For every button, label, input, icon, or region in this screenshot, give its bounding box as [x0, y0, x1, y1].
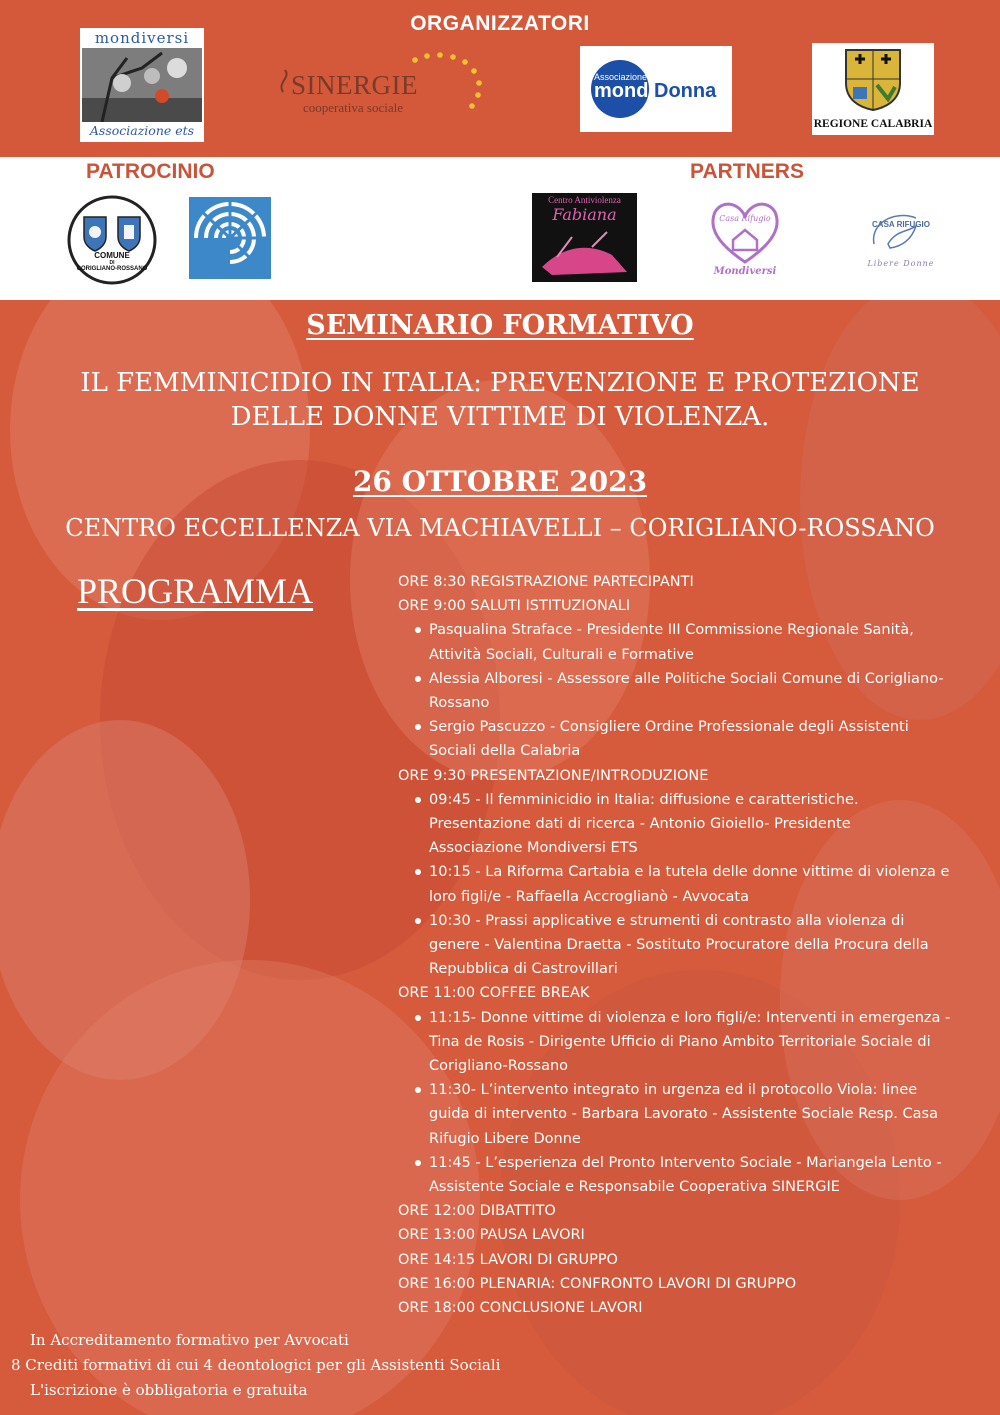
- seminar-subtitle-line2: DELLE DONNE VITTIME DI VIOLENZA.: [230, 402, 770, 432]
- program-item-line: Sociali della Calabria: [429, 743, 581, 760]
- program-item-line: Sergio Pascuzzo - Consigliere Ordine Professionale degli Assistenti: [429, 719, 909, 736]
- program-sublist: [398, 1006, 958, 1200]
- mondidonna-logo: [580, 46, 732, 132]
- red-shoes-icon: [532, 227, 637, 282]
- footer-registration: L'iscrizione è obbligatoria e gratuita: [30, 1381, 308, 1399]
- sinergie-logo-name: SINERGIE: [291, 70, 418, 100]
- organizers-heading: ORGANIZZATORI: [410, 12, 590, 35]
- partners-heading: PARTNERS: [690, 160, 804, 183]
- program-item-line: Presentazione dati di ricerca - Antonio Gioiello- Presidente: [429, 816, 851, 833]
- mondiversi-logo: [80, 28, 204, 142]
- seminar-subtitle: [0, 366, 1000, 434]
- program-item-line: Rossano: [429, 695, 490, 712]
- program-time-entry: ORE 16:00 PLENARIA: CONFRONTO LAVORI DI GRUPPO: [398, 1275, 797, 1292]
- program-item: [398, 1151, 958, 1199]
- program-item-line: Associazione Mondiversi ETS: [429, 840, 638, 857]
- program-item-line: Alessia Alboresi - Assessore alle Politiche Sociali Comune di Corigliano-: [429, 670, 944, 687]
- seminar-title: SEMINARIO FORMATIVO: [306, 310, 694, 341]
- program-item: [398, 618, 958, 666]
- event-date: 26 OTTOBRE 2023: [352, 465, 648, 498]
- program-time-entry: ORE 11:00 COFFEE BREAK: [398, 985, 590, 1002]
- patrocinio-heading: PATROCINIO: [86, 160, 215, 183]
- casa-rifugio-mondiversi-line2: Mondiversi: [713, 266, 777, 277]
- program-item: [398, 1006, 958, 1079]
- program-item-line: 09:45 - Il femminicidio in Italia: diffusione e caratteristiche.: [429, 791, 859, 808]
- comune-logo-line1: COMUNE: [94, 251, 130, 260]
- regione-calabria-logo: [812, 43, 934, 135]
- program-item-line: Corigliano-Rossano: [429, 1058, 569, 1075]
- regione-calabria-logo-name: REGIONE CALABRIA: [813, 118, 933, 130]
- program-item: [398, 909, 958, 982]
- shell-spiral-icon: [189, 197, 271, 279]
- heart-house-icon: [705, 196, 785, 266]
- program-item-line: Rifugio Libere Donne: [429, 1130, 581, 1147]
- program-item-line: Attività Sociali, Culturali e Formative: [429, 646, 694, 663]
- program-sublist: [398, 618, 958, 763]
- program-item-line: Assistente Sociale e Responsabile Cooperativa SINERGIE: [429, 1179, 840, 1196]
- program-item-line: 10:30 - Prassi applicative e strumenti di contrasto alla violenza di: [429, 912, 905, 929]
- event-venue: CENTRO ECCELLENZA VIA MACHIAVELLI – CORIGLIANO-ROSSANO: [65, 514, 935, 542]
- program-item-line: 10:15 - La Riforma Cartabia e la tutela delle donne vittime di violenza e: [429, 864, 950, 881]
- mondidonna-logo-name-part1: mondi: [594, 80, 654, 102]
- mondidonna-logo-small: Associazione: [594, 72, 648, 82]
- program-time-entry: ORE 13:00 PAUSA LAVORI: [398, 1227, 585, 1244]
- program-item: [398, 667, 958, 715]
- program-item: [398, 715, 958, 763]
- comune-logo-line2: DI: [109, 260, 115, 266]
- program-item-line: genere - Valentina Draetta - Sostituto Procuratore della Procura della: [429, 937, 929, 954]
- program-item-line: Tina de Rosis - Dirigente Ufficio di Piano Ambito Territoriale Sociale di: [429, 1033, 931, 1050]
- fabiana-logo-line2: Fabiana: [552, 205, 617, 224]
- casa-rifugio-libere-donne-logo: [856, 204, 946, 276]
- mondiversi-logo-name: mondiversi: [94, 29, 190, 47]
- mondidonna-logo-name-part2: Donna: [654, 80, 717, 102]
- program-item: [398, 1078, 958, 1151]
- comune-corigliano-rossano-logo: [66, 195, 158, 285]
- program-time-entry: ORE 9:00 SALUTI ISTITUZIONALI: [398, 598, 631, 615]
- shell-spiral-logo: [189, 197, 271, 279]
- regione-crest-icon: [843, 47, 903, 111]
- program-item: [398, 860, 958, 908]
- program-time-entry: ORE 18:00 CONCLUSIONE LAVORI: [398, 1300, 643, 1317]
- program-item-line: 11:30- L’intervento integrato in urgenza ed il protocollo Viola: linee: [429, 1082, 918, 1099]
- program-item-line: Pasqualina Straface - Presidente III Commissione Regionale Sanità,: [429, 622, 914, 639]
- program-sublist: [398, 788, 958, 982]
- centro-antiviolenza-fabiana-logo: [532, 193, 637, 282]
- casa-rifugio-mondiversi-line1: Casa Rifugio: [719, 214, 771, 223]
- programma-heading: PROGRAMMA: [77, 571, 314, 611]
- apple-tree-photo-icon: [82, 48, 202, 122]
- program-time-entry: ORE 9:30 PRESENTAZIONE/INTRODUZIONE: [398, 767, 709, 784]
- footer-accreditation: In Accreditamento formativo per Avvocati: [30, 1331, 349, 1349]
- casa-rifugio-mondiversi-logo: [705, 196, 785, 282]
- mondiversi-logo-subtitle: Associazione ets: [89, 123, 195, 138]
- casa-rifugio-libere-donne-line1: CASA RIFUGIO: [872, 220, 930, 229]
- mondidonna-logo-name: [594, 80, 716, 103]
- seminar-subtitle-line1: IL FEMMINICIDIO IN ITALIA: PREVENZIONE E PROTEZIONE: [80, 368, 920, 398]
- sinergie-logo-subtitle: cooperativa sociale: [303, 100, 403, 115]
- footer-notes: [0, 1328, 560, 1403]
- program-item: [398, 788, 958, 861]
- program-item-line: guida di intervento - Barbara Lavorato - Assistente Sociale Resp. Casa: [429, 1106, 938, 1123]
- program-time-entry: ORE 8:30 REGISTRAZIONE PARTECIPANTI: [398, 574, 694, 590]
- footer-credits: 8 Crediti formativi di cui 4 deontologici per gli Assistenti Sociali: [11, 1356, 501, 1374]
- sinergie-logo: [275, 48, 495, 118]
- comune-logo-line3: CORIGLIANO-ROSSANO: [76, 266, 148, 272]
- program-schedule: [398, 570, 958, 1320]
- fabiana-logo-line1: Centro Antiviolenza: [548, 195, 621, 205]
- program-item-line: 11:45 - L’esperienza del Pronto Intervento Sociale - Mariangela Lento -: [429, 1154, 942, 1171]
- casa-rifugio-libere-donne-line2: Libere Donne: [867, 259, 935, 268]
- program-item-line: Repubblica di Castrovillari: [429, 961, 618, 978]
- program-time-entry: ORE 14:15 LAVORI DI GRUPPO: [398, 1251, 618, 1268]
- program-item-line: 11:15- Donne vittime di violenza e loro figli/e: Interventi in emergenza -: [429, 1009, 951, 1026]
- program-time-entry: ORE 12:00 DIBATTITO: [398, 1203, 556, 1220]
- program-item-line: loro figli/e - Raffaella Accroglianò - Avvocata: [429, 888, 749, 905]
